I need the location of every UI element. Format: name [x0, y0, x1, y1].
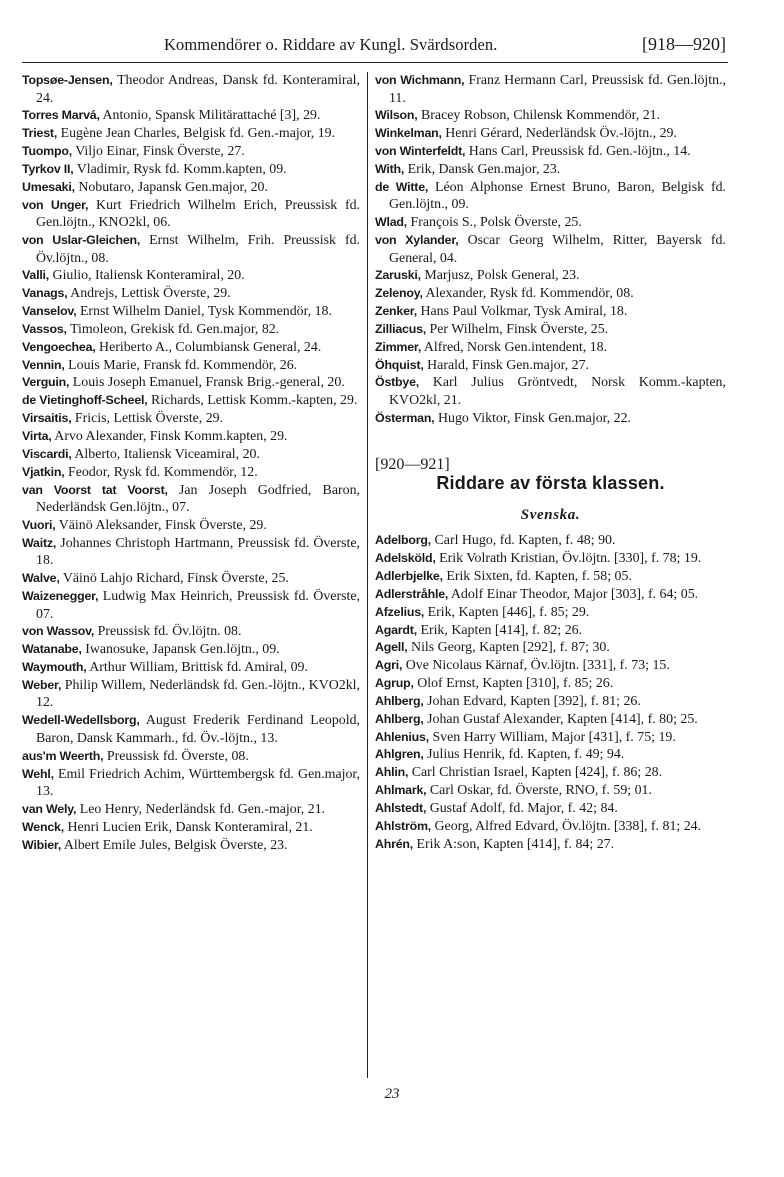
section-subtitle: Svenska. — [520, 506, 581, 523]
entry-text: Richards, Lettisk Komm.-kapten, 29. — [150, 393, 358, 409]
list-item — [375, 339, 726, 357]
list-item — [22, 374, 360, 392]
entry-name: Adlerstråhle, — [375, 586, 449, 601]
list-item — [22, 482, 360, 517]
entry-text: Julius Henrik, fd. Kapten, f. 49; 94. — [427, 747, 625, 763]
entry-text: Väinö Lahjo Richard, Finsk Överste, 25. — [62, 571, 289, 587]
entry-name: Ahlberg, — [375, 693, 424, 708]
entry-name: Adelborg, — [375, 533, 432, 548]
entry-text: Viljo Einar, Finsk Överste, 27. — [75, 144, 245, 160]
list-item — [375, 604, 726, 622]
entry-text: Erik, Dansk Gen.major, 23. — [407, 161, 561, 177]
entry-text: Alexander, Rysk fd. Kommendör, 08. — [425, 286, 634, 302]
entry-name: Wehl, — [22, 766, 54, 781]
list-item — [375, 161, 726, 179]
entry-text: Per Wilhelm, Finsk Överste, 25. — [429, 321, 609, 337]
entry-text: Johan Edvard, Kapten [392], f. 81; 26. — [427, 693, 641, 709]
list-item — [375, 285, 726, 303]
entry-text: Gustaf Adolf, fd. Major, f. 42; 84. — [429, 800, 618, 816]
entry-name: Weber, — [22, 677, 62, 692]
list-item — [22, 285, 360, 303]
list-item — [375, 303, 726, 321]
entry-text: Feodor, Rysk fd. Kommendör, 12. — [67, 464, 258, 480]
entry-text: Nobutaro, Japansk Gen.major, 20. — [78, 179, 268, 195]
entry-text: Heriberto A., Columbiansk General, 24. — [99, 339, 322, 355]
left-column — [22, 72, 360, 854]
entry-name: Agri, — [375, 658, 403, 673]
entry-name: Ahlberg, — [375, 711, 424, 726]
entry-text: Hugo Viktor, Finsk Gen.major, 22. — [437, 410, 632, 426]
entry-text: Léon Alphonse Ernest Bruno, Baron, Belgisk fd. Gen.löjtn., 09. — [389, 179, 726, 213]
list-item — [375, 693, 726, 711]
section-entries — [375, 532, 726, 853]
list-item — [375, 532, 726, 550]
list-item — [22, 748, 360, 766]
entry-name: Österman, — [375, 410, 435, 425]
list-item — [22, 819, 360, 837]
entry-name: Virta, — [22, 428, 52, 443]
entry-name: Agell, — [375, 640, 408, 655]
entry-name: aus'm Weerth, — [22, 748, 104, 763]
entry-text: Philip Willem, Nederländsk fd. Gen.-löjtn., KVO2kl, 12. — [36, 677, 360, 711]
running-title: Kommendörer o. Riddare av Kungl. Svärdsorden. — [164, 35, 498, 54]
entry-text: Bracey Robson, Chilensk Kommendör, 21. — [421, 108, 661, 124]
entry-name: Topsøe-Jensen, — [22, 73, 113, 87]
entry-name: Öhquist, — [375, 357, 424, 372]
entry-name: de Vietinghoff-Scheel, — [22, 393, 148, 408]
list-item — [22, 72, 360, 107]
entry-name: Afzelius, — [375, 604, 425, 619]
entry-text: Erik Volrath Kristian, Öv.löjtn. [330], f. 78; 19. — [439, 551, 702, 567]
entry-name: Wilson, — [375, 108, 418, 123]
entry-name: Triest, — [22, 126, 58, 141]
entry-text: Louis Joseph Emanuel, Fransk Brig.-general, 20. — [72, 375, 345, 391]
list-item — [22, 766, 360, 801]
list-item — [22, 232, 360, 267]
entry-text: Oscar Georg Wilhelm, Ritter, Bayersk fd. General, 04. — [389, 233, 726, 266]
list-item — [22, 517, 360, 535]
entry-name: von Xylander, — [375, 233, 459, 247]
entry-name: Viscardi, — [22, 446, 72, 461]
list-item — [22, 535, 360, 570]
list-item — [22, 107, 360, 125]
entry-name: Valli, — [22, 268, 50, 283]
list-item — [22, 464, 360, 482]
entry-text: Erik, Kapten [414], f. 82; 26. — [420, 622, 583, 638]
list-item — [375, 782, 726, 800]
list-item — [22, 623, 360, 641]
entry-name: Walve, — [22, 571, 60, 586]
list-item — [375, 143, 726, 161]
list-item — [375, 125, 726, 143]
list-item — [22, 588, 360, 623]
entry-text: Henri Lucien Erik, Dansk Konteramiral, 21. — [67, 819, 313, 835]
entry-name: Agrup, — [375, 676, 414, 691]
entry-text: Olof Ernst, Kapten [310], f. 85; 26. — [417, 676, 614, 692]
list-item — [375, 622, 726, 640]
entry-name: Ahlstedt, — [375, 800, 427, 815]
entry-text: Erik, Kapten [446], f. 85; 29. — [427, 604, 590, 620]
section-title: Riddare av första klassen. — [436, 473, 665, 494]
list-item — [22, 321, 360, 339]
list-item — [22, 125, 360, 143]
list-item — [22, 143, 360, 161]
list-item — [375, 746, 726, 764]
list-item — [22, 677, 360, 712]
entry-text: Hans Carl, Preussisk fd. Gen.-löjtn., 14. — [468, 144, 691, 160]
entry-text: Carl Oskar, fd. Överste, RNO, f. 59; 01. — [429, 783, 652, 799]
list-item — [22, 197, 360, 232]
list-item — [22, 303, 360, 321]
entry-text: Carl Christian Israel, Kapten [424], f. 86; 28. — [411, 765, 663, 781]
entry-text: Georg, Alfred Edvard, Öv.löjtn. [338], f. 81; 24. — [434, 818, 702, 834]
entry-text: Antonio, Spansk Militärattaché [3], 29. — [102, 108, 321, 124]
entry-text: Arvo Alexander, Finsk Komm.kapten, 29. — [54, 428, 288, 444]
entry-text: Harald, Finsk Gen.major, 27. — [427, 357, 589, 373]
entry-name: Tuompo, — [22, 144, 72, 159]
entry-name: Wenck, — [22, 819, 64, 834]
list-item — [22, 179, 360, 197]
entry-name: Zenker, — [375, 304, 417, 319]
list-item — [375, 586, 726, 604]
list-item — [375, 675, 726, 693]
list-item — [22, 570, 360, 588]
entry-text: Franz Hermann Carl, Preussisk fd. Gen.löjtn., 11. — [389, 73, 726, 106]
entry-text: Albert Emile Jules, Belgisk Överste, 23. — [63, 837, 288, 853]
entry-name: Ahlström, — [375, 818, 432, 833]
entry-name: van Wely, — [22, 801, 77, 816]
entry-text: Theodor Andreas, Dansk fd. Konteramiral, 24. — [36, 73, 360, 106]
right-column — [375, 72, 726, 854]
entry-name: Ahlmark, — [375, 783, 427, 798]
entry-text: Marjusz, Polsk General, 23. — [424, 268, 580, 284]
entry-name: Virsaitis, — [22, 411, 72, 426]
entry-name: Ahrén, — [375, 836, 414, 851]
entry-text: Leo Henry, Nederländsk fd. Gen.-major, 21. — [79, 801, 326, 817]
entry-text: Johannes Christoph Hartmann, Preussisk fd. Överste, 18. — [36, 535, 360, 569]
entry-text: Alberto, Italiensk Viceamiral, 20. — [74, 446, 260, 462]
entry-text: Johan Gustaf Alexander, Kapten [414], f. 80; 25. — [427, 711, 698, 727]
list-item — [375, 179, 726, 214]
entry-name: Vjatkin, — [22, 464, 65, 479]
entry-text: August Frederik Ferdinand Leopold, Baron, Dansk Kammarh., fd. Öv.-löjtn., 13. — [36, 713, 360, 746]
list-item — [375, 639, 726, 657]
entry-name: Umesaki, — [22, 179, 75, 194]
page-header — [22, 34, 728, 63]
entry-name: Östbye, — [375, 375, 420, 390]
list-item — [375, 321, 726, 339]
entry-text: Giulio, Italiensk Konteramiral, 20. — [52, 268, 245, 284]
list-item — [375, 550, 726, 568]
entry-text: François S., Polsk Överste, 25. — [410, 215, 582, 231]
entry-name: Watanabe, — [22, 642, 82, 657]
right-column-entries — [375, 72, 726, 427]
entry-text: Sven Harry William, Major [431], f. 75; 19. — [432, 729, 676, 745]
list-item — [22, 428, 360, 446]
column-divider — [367, 72, 368, 1078]
entry-text: Emil Friedrich Achim, Württembergsk fd. Gen.major, 13. — [36, 766, 360, 800]
entry-name: Vanags, — [22, 286, 68, 301]
entry-text: Fricis, Lettisk Överste, 29. — [74, 411, 224, 427]
entry-name: Zilliacus, — [375, 321, 427, 336]
page-number: 23 — [384, 1086, 400, 1102]
list-item — [375, 214, 726, 232]
list-item — [375, 764, 726, 782]
entry-text: Alfred, Norsk Gen.intendent, 18. — [423, 339, 608, 355]
entry-name: Agardt, — [375, 622, 417, 637]
entry-name: Winkelman, — [375, 126, 442, 141]
entry-name: Vuori, — [22, 517, 56, 532]
entry-text: Carl Hugo, fd. Kapten, f. 48; 90. — [434, 533, 616, 549]
entry-text: Andrejs, Lettisk Överste, 29. — [70, 286, 231, 302]
list-item — [375, 818, 726, 836]
list-item — [22, 410, 360, 428]
list-item — [375, 267, 726, 285]
entry-name: von Unger, — [22, 197, 89, 212]
entry-text: Adolf Einar Theodor, Major [303], f. 64; 05. — [450, 586, 699, 602]
entry-name: Torres Marvá, — [22, 108, 100, 123]
list-item — [22, 267, 360, 285]
entry-text: Väinö Aleksander, Finsk Överste, 29. — [58, 517, 267, 533]
entry-text: Vladimir, Rysk fd. Komm.kapten, 09. — [76, 161, 287, 177]
entry-name: Ahlenius, — [375, 729, 429, 744]
list-item — [375, 410, 726, 428]
entry-name: Wedell-Wedellsborg, — [22, 713, 140, 728]
entry-name: van Voorst tat Voorst, — [22, 482, 168, 497]
entry-text: Hans Paul Volkmar, Tysk Amiral, 18. — [420, 304, 628, 320]
list-item — [375, 836, 726, 854]
entry-name: von Wichmann, — [375, 73, 465, 87]
page-range: [918—920] — [642, 34, 726, 54]
list-item — [22, 357, 360, 375]
entry-name: Ahlgren, — [375, 747, 424, 762]
entry-name: Waymouth, — [22, 660, 87, 675]
entry-name: Wibier, — [22, 837, 62, 852]
entry-name: Wlad, — [375, 215, 408, 230]
entry-text: Arthur William, Brittisk fd. Amiral, 09. — [89, 660, 308, 676]
entry-text: Erik A:son, Kapten [414], f. 84; 27. — [416, 836, 615, 852]
entry-name: de Witte, — [375, 179, 429, 194]
list-item — [22, 801, 360, 819]
entry-text: Timoleon, Grekisk fd. Gen.major, 82. — [70, 321, 280, 337]
entry-name: Zaruski, — [375, 268, 421, 283]
entry-text: Iwanosuke, Japansk Gen.löjtn., 09. — [85, 642, 280, 658]
list-item — [375, 711, 726, 729]
entry-text: Karl Julius Gröntvedt, Norsk Komm.-kapten, KVO2kl, 21. — [389, 375, 726, 408]
entry-name: Verguin, — [22, 375, 70, 390]
list-item — [22, 712, 360, 747]
list-item — [375, 729, 726, 747]
entry-text: Henri Gérard, Nederländsk Öv.-löjtn., 29. — [445, 126, 677, 142]
entry-text: Louis Marie, Fransk fd. Kommendör, 26. — [68, 357, 298, 373]
list-item — [375, 374, 726, 409]
entry-name: Waitz, — [22, 535, 57, 550]
entry-text: Preussisk fd. Öv.löjtn. 08. — [97, 624, 242, 640]
entry-name: Zelenoy, — [375, 286, 423, 301]
section-range: [920—921] — [375, 455, 450, 473]
entry-name: Adlerbjelke, — [375, 569, 443, 584]
entry-text: Kurt Friedrich Wilhelm Erich, Preussisk fd. Gen.löjtn., KNO2kl, 06. — [36, 197, 360, 231]
entry-text: Eugène Jean Charles, Belgisk fd. Gen.-major, 19. — [60, 126, 336, 142]
entry-name: von Uslar-Gleichen, — [22, 233, 141, 247]
entry-text: Erik Sixten, fd. Kapten, f. 58; 05. — [446, 569, 632, 585]
list-item — [22, 446, 360, 464]
list-item — [22, 339, 360, 357]
entry-text: Ernst Wilhelm Daniel, Tysk Kommendör, 18. — [79, 304, 332, 320]
entry-name: Zimmer, — [375, 339, 422, 354]
list-item — [375, 568, 726, 586]
entry-text: Preussisk fd. Överste, 08. — [106, 748, 249, 764]
list-item — [375, 657, 726, 675]
entry-name: Vengoechea, — [22, 339, 96, 354]
entry-name: von Winterfeldt, — [375, 144, 466, 159]
entry-name: Tyrkov II, — [22, 161, 74, 176]
entry-text: Ludwig Max Heinrich, Preussisk fd. Överste, 07. — [36, 588, 360, 622]
entry-text: Ove Nicolaus Kärnaf, Öv.löjtn. [331], f. 73; 15. — [405, 658, 670, 674]
entry-name: Vassos, — [22, 321, 67, 336]
entry-name: Vennin, — [22, 357, 65, 372]
list-item — [22, 161, 360, 179]
list-item — [375, 357, 726, 375]
entry-name: Waizenegger, — [22, 588, 99, 603]
list-item — [22, 641, 360, 659]
entry-name: Vanselov, — [22, 304, 77, 319]
entry-text: Nils Georg, Kapten [292], f. 87; 30. — [411, 640, 610, 656]
entry-name: With, — [375, 161, 405, 176]
entry-name: Adelsköld, — [375, 551, 436, 566]
entry-name: von Wassov, — [22, 624, 95, 639]
entry-text: Jan Joseph Godfried, Baron, Nederländsk Gen.löjtn., 07. — [36, 482, 360, 516]
list-item — [22, 837, 360, 855]
list-item — [375, 232, 726, 267]
entry-name: Ahlin, — [375, 765, 409, 780]
entry-text: Ernst Wilhelm, Frih. Preussisk fd. Öv.löjtn., 08. — [36, 233, 360, 266]
list-item — [22, 659, 360, 677]
list-item — [375, 72, 726, 107]
list-item — [375, 800, 726, 818]
list-item — [22, 392, 360, 410]
list-item — [375, 107, 726, 125]
